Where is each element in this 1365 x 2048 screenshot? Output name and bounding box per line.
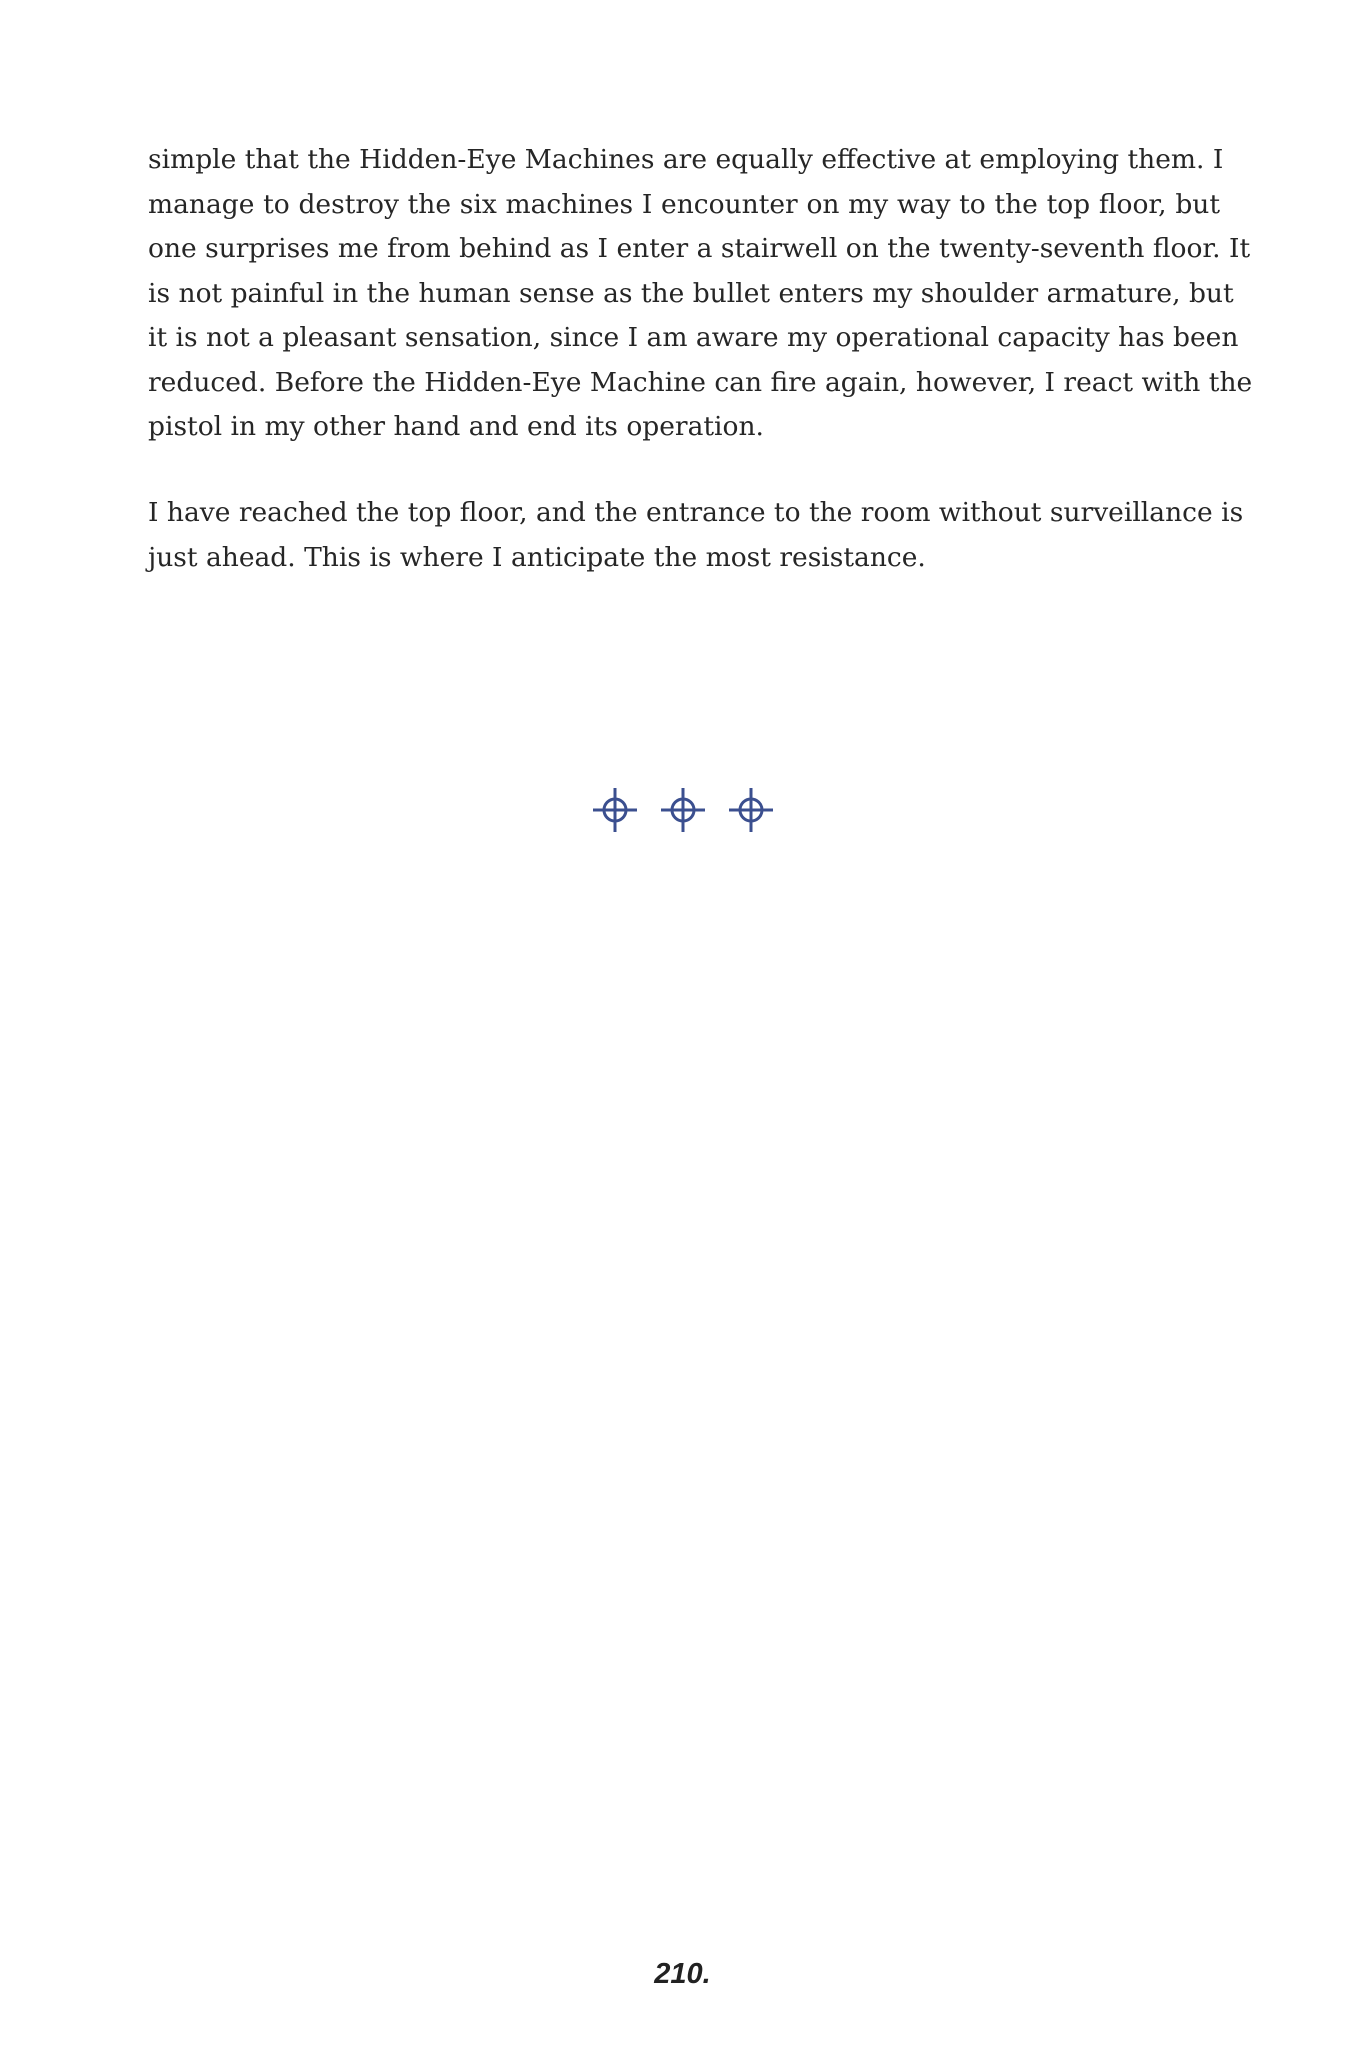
paragraph-line: one surprises me from behind as I enter a stairwell on the twenty-seventh floor. It <box>148 233 1251 264</box>
paragraph-line: I have reached the top floor, and the entrance to the room without surveillance is <box>148 497 1244 528</box>
paragraph-line: just ahead. This is where I anticipate the most resistance. <box>148 541 926 573</box>
paragraph-line: manage to destroy the six machines I encounter on my way to the top floor, but <box>148 188 1220 220</box>
section-break-ornament <box>590 784 776 836</box>
crosshair-icon <box>590 785 640 835</box>
paragraph-line: simple that the Hidden-Eye Machines are equally effective at employing them. I <box>148 144 1224 175</box>
crosshair-icon <box>658 785 708 835</box>
paragraph-2 <box>148 491 1244 580</box>
paragraph-1-container <box>148 138 1253 450</box>
crosshair-icon <box>726 785 776 835</box>
paragraph-line: is not painful in the human sense as the bullet enters my shoulder armature, but <box>148 277 1234 309</box>
paragraph-line: reduced. Before the Hidden-Eye Machine can fire again, however, I react with the <box>148 366 1253 398</box>
page-number: 210. <box>654 1958 711 1990</box>
paragraph-2-container <box>148 491 1244 580</box>
paragraph-line: pistol in my other hand and end its operation. <box>148 411 764 442</box>
paragraph-line: it is not a pleasant sensation, since I am aware my operational capacity has been <box>148 322 1239 353</box>
paragraph-1 <box>148 138 1253 450</box>
